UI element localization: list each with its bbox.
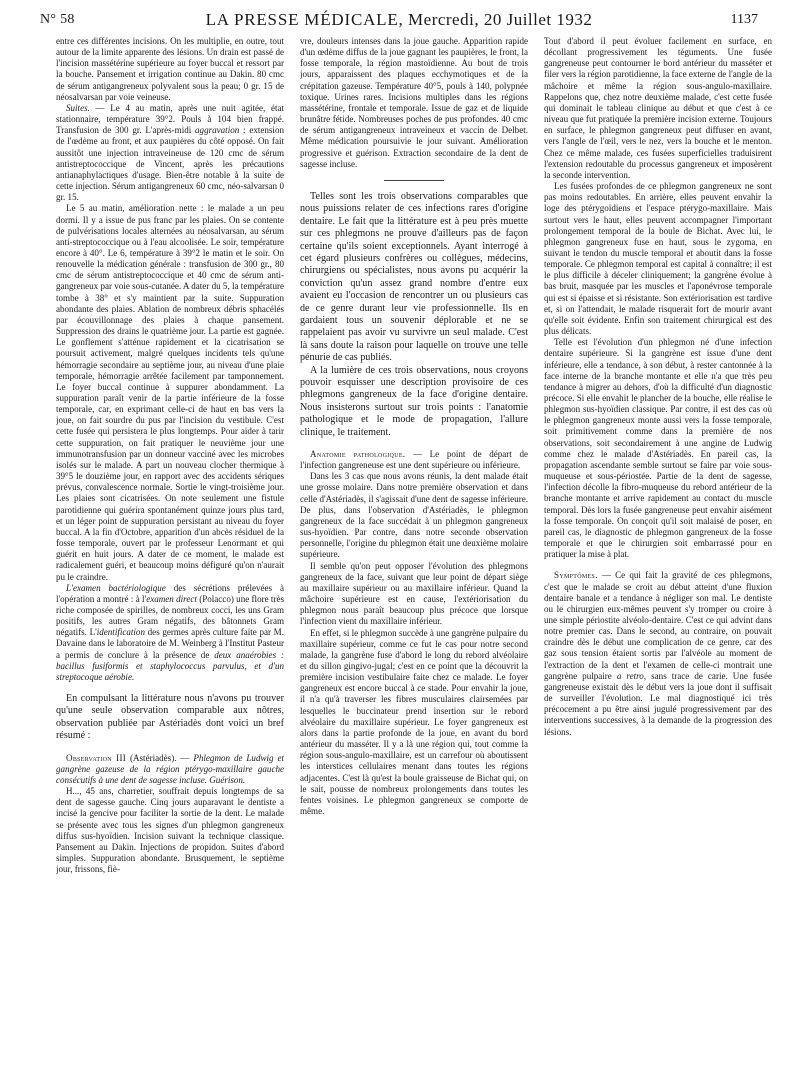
journal-masthead: LA PRESSE MÉDICALE, Mercredi, 20 Juillet 1932 xyxy=(205,10,593,29)
section-divider xyxy=(384,180,444,181)
paragraph: vre, douleurs intenses dans la joue gauche. Apparition rapide d'un œdème diffus de la joue gagnant les paupières, le front, la fosse temporale, la région mastoïdienne. Au bout de trois jours, apparaissent des plaques ecchymotiques et de la crépitation gazeuse. Température 40°5, pouls à 140, polypnée toxique. Urines rares. Incisions multiples dans les régions massétérine, frontale et temporale. Issue de gaz et de liquide brunâtre fétide. Nombreuses poches de pus profondes. 40 cmc de sérum antigangreneux intraveineux et vaccin de Delbet. Même médication poursuivie le jour suivant. Amélioration progressive et guérison. Extraction secondaire de la dent de sagesse incluse. xyxy=(300,36,528,169)
paragraph: A la lumière de ces trois observations, nous croyons pouvoir esquisser une description provisoire de ces phlegmons gangreneux de la face d'origine dentaire. Nous insisterons surtout sur trois points : l'anatomie pathologique et le mode de propagation, l'allure clinique, le traitement. xyxy=(300,364,528,438)
paragraph: Les fusées profondes de ce phlegmon gangreneux ne sont pas moins redoutables. En arrière, elles peuvent envahir la loge des ptérygoïdiens et l'espace ptérygo-maxillaire. Mais surtout vers le haut, elles peuvent accompagner l'important prolongement temporal de la boule de Bichat. Avec lui, le phlegmon gangreneux fuse en haut, sous le zygoma, en suivant le tendon du muscle temporal et aboutit dans la fosse temporale. Ce phlegmon temporal est capital à connaître; il est le plus difficile à déceler cliniquement; la gangrène évolue à bas bruit, masquée par les muscles et l'aponévrose temporale qui est si épaisse et si résistante. Son extériorisation est tardive et, si on l'attendait, le malade risquerait fort de mourir avant qu'elle soit évidente. Enfin son traitement chirurgical est des plus délicats. xyxy=(544,181,772,337)
section-paragraph: Symptômes. — Ce qui fait la gravité de ces phlegmons, c'est que le malade se croit au début atteint d'une fluxion dentaire banale et a tendance à négliger son mal. Le dentiste ou le chirurgien eux-mêmes peuvent s'y tromper ou croire à une simple périostite alvéolo-dentaire. C'est ce qui advint dans notre premier cas. Dans le second, au contraire, on pouvait craindre dès le début une complication de ce genre, car des gaz sous tension étaient sortis par l'alvéole au moment de l'extraction de la dent et l'examen de celle-ci montrait une gangrène pulpaire a retro, sans trace de carie. Une fusée gangreneuse existait dès le début vers la joue dont il suffisait de surveiller l'évolution. Le mal diagnostiqué ici très précocement a pu être ainsi jugulé progressivement par des interventions successives, à la demande de la progression des lésions. xyxy=(544,570,772,737)
paragraph: entre ces différentes incisions. On les multiplie, en outre, tout autour de la limite apparente des lésions. Un drain est passé de l'incision massétérine supérieure au foyer buccal et ressort par la bouche. Pansement et irrigation continue au Dakin. 80 cmc de sérum antigangreneux polyvalent sous la peau; 0 gr. 15 de néosalvarsan par voie veineuse. xyxy=(56,36,284,102)
page-number: 1137 xyxy=(730,12,758,27)
paragraph: En effet, si le phlegmon succède à une gangrène pulpaire du maxillaire supérieur, comme ce fut le cas pour notre second malade, la gangrène fuse d'abord le long du rebord alvéolaire et du sillon gingivo-jugal; c'est en ce point que la découvrit la première incision vestibulaire faite chez ce malade. Le foyer gangreneux est encore buccal à ce stade. Pour envahir la joue, il n'a qu'à traverser les fibres musculaires clairsemées par lesquelles le buccinateur prend insertion sur le rebord alvéolaire du maxillaire supérieur. Le foyer gangreneux est alors dans la partie profonde de la joue, en avant du bord antérieur du masséter. Il y a là une région qui, tout comme la région sous-angulo-maxillaire, est un carrefour où aboutissent les interstices cellulaires menant dans toutes les régions adjacentes. C'est là qu'est la boule graisseuse de Bichat qui, on le sait, pousse de nombreux prolongements dans toutes les fentes voisines. Le phlegmon gangreneux se comporte de même. xyxy=(300,627,528,816)
page-header xyxy=(40,10,758,32)
paragraph: Suites. — Le 4 au matin, après une nuit agitée, état stationnaire, température 39°2. Pouls à 104 bien frappé. Transfusion de 300 gr. L'après-midi aggravation : extension de l'œdème au front, et aux paupières du côté opposé. On fait aussitôt une injection intraveineuse de 120 cmc de sérum antistreptococcique de Vincent, après les précautions antianaphylactiques d'usage. Bien-être notable à la suite de cette injection. Sérum antigangreneux 60 cmc, néo-salvarsan 0 gr. 15. xyxy=(56,102,284,203)
paragraph: En compulsant la littérature nous n'avons pu trouver qu'une seule observation comparable aux nôtres, observation publiée par Astériadès dont voici un bref résumé : xyxy=(56,693,284,742)
paragraph: Le 5 au matin, amélioration nette : le malade a un peu dormi. Il y a issue de pus franc par les plaies. On se contente de pulvérisations locales alternées au néosalvarsan, au sérum anti-streptococcique ou à l'eau alcoolisée. Le soir, température encore à 40°. Le 6, température à 39°2 le matin et le soir. On renouvelle la médication générale : transfusion de 300 gr., 80 cmc de sérum antistreptococcique et 40 cmc de sérum anti-gangreneux par voie sous-cutanée. A dater du 5, la température tombe à 38° et s'y maintient par la suite. Suppuration abondante des plaies. Ablation de nombreux débris sphacélés par écouvillonnage des plaies à chaque pansement. Suppression des drains le quatrième jour. La partie est gagnée. Le gonflement s'atténue rapidement et la cicatrisation se poursuit activement, malgré quelques incidents tels qu'une hémorragie secondaire au septième jour, au niveau d'une plaie temporale, hémorragie arrêtée facilement par tamponnement. Le foyer buccal continue à suppurer abondamment. La suppuration paraît venir de la partie inférieure de la fosse temporale, car, en exprimant celle-ci de haut en bas vers la joue, on fait sourdre du pus par l'incision du vestibule. C'est cette fusée qui persistera le plus longtemps. Pour aider à tarir cette suppuration, on fait pratiquer le neuvième jour une immunotransfusion par un donneur vacciné avec les microbes isolés sur le malade. A part un nouveau clocher thermique à 39°5 le douzième jour, en rapport avec des accidents sériques prévus, convalescence normale. Sortie le vingt-troisième jour. Les plaies sont cicatrisées. On note seulement une fistule parotidienne qui guérira spontanément quinze jours plus tard, et un léger point de suppuration persistant au niveau du foyer buccal. A la fin d'Octobre, apparition d'un abcès résiduel de la fosse temporale, ouvert par le professeur Lenormant et qui guérit en huit jours. A dater de ce moment, le malade est radicalement guéri, et beaucoup moins défiguré qu'on n'aurait pu le craindre. xyxy=(56,203,284,582)
paragraph: H..., 45 ans, charretier, souffrait depuis longtemps de sa dent de sagesse gauche. Cinq jours auparavant le dentiste a incisé la gencive pour faciliter la sortie de la dent. Le malade se présente avec tous les signes d'un phlegmon gangreneux diffus sus-hyoïdien. Incision suivant la technique classique. Pansement au Dakin. Injections de propidon. Suites d'abord simples. Suppuration abondante. Brusquement, le septième jour, frissons, fiè- xyxy=(56,786,284,875)
journal-title: LA PRESSE MÉDICALE xyxy=(205,10,399,29)
paragraph: Dans les 3 cas que nous avons réunis, la dent malade était une grosse molaire. Dans notre première observation et dans celle d'Astériadès, il s'agissait d'une dent de sagesse inférieure. De plus, dans l'observation d'Astériadès, le phlegmon gangreneux de la face succédait à un phlegmon gangreneux sus-hyoïdien. Par contre, dans notre seconde observation personnelle, l'origine du phlegmon était une deuxième molaire supérieure. xyxy=(300,471,528,560)
issue-number: N° 58 xyxy=(40,12,75,27)
column-1 xyxy=(56,36,284,1076)
paragraph: Tout d'abord il peut évoluer facilement en surface, en décollant progressivement les téguments. Une fusée gangreneuse peut contourner le bord antérieur du masséter et filer vers la région parotidienne, la face externe de l'angle de la mâchoire et même la région sous-angulo-maxillaire. Rappelons que, chez notre deuxième malade, c'est cette fusée qui dominait le tableau clinique au début et que c'est à ce niveau que fut pratiquée la première incision externe. Toujours en surface, le phlegmon gangreneux peut diffuser en avant, vers l'angle de l'œil, vers le nez, vers la bouche et le menton. Chez ce même malade, ces fusées superficielles traduisirent l'extension redoutable du processus gangreneux et imposèrent la seconde intervention. xyxy=(544,36,772,180)
observation-heading: Observation III (Astériadès). — Phlegmon de Ludwig et gangrène gazeuse de la région ptérygo-maxillaire gauche consécutifs à une dent de sagesse incluse. Guérison. xyxy=(56,752,284,785)
paragraph: Telles sont les trois observations comparables que nous puissions relater de ces infections rares d'origine dentaire. Le fait que la littérature est à peu près muette sur ces phlegmons ne prouve d'ailleurs pas de façon certaine qu'ils soient exceptionnels. Ayant interrogé à cet égard plusieurs confrères ou collègues, médecins, chirurgiens ou spécialistes, nous avons pu acquérir la conviction qu'un assez grand nombre d'entre eux avaient eu l'occasion de rencontrer un ou plusieurs cas de ce genre durant leur vie professionnelle. Ils en gardaient tous un souvenir déplorable et ne se rappelaient pas avoir vu survivre un seul malade. C'est là sans doute la raison pour laquelle on trouve une telle pénurie de cas publiés. xyxy=(300,190,528,364)
paragraph: L'examen bactériologique des sécrétions prélevées à l'opération a montré : à l'examen direct (Polacco) une flore très riche composée de spirilles, de nombreux cocci, les uns Gram positifs, les autres Gram négatifs, des bâtonnets Gram négatifs. L'identification des germes après culture faite par M. Davaine dans le laboratoire de M. Weinberg à l'Institut Pasteur a permis de conclure à la présence de deux anaérobies : bacillus fusiformis et staphylococcus parvulus, et d'un streptocoque aérobie. xyxy=(56,582,284,682)
section-lead: L'examen bactériologique xyxy=(66,582,166,593)
column-2 xyxy=(300,36,528,1076)
issue-date: Mercredi, 20 Juillet 1932 xyxy=(408,10,593,29)
article-body xyxy=(56,36,772,1076)
paragraph: Telle est l'évolution d'un phlegmon né d'une infection dentaire supérieure. Si la gangrène est issue d'une dent inférieure, elle a tendance, à son début, à rester cantonnée à la face interne de la branche montante et elle n'a que très peu tendance à migrer au dehors, d'où la difficulté d'un diagnostic précoce. Si elle envahit le plancher de la bouche, elle réalise le phlegmon sus-hyoïdien classique. Par contre, il est des cas où le phlegmon gangreneux monte aussi vers la fosse temporale, soit primitivement comme dans la première de nos observations, soit secondairement à une angine de Ludwig comme chez le malade d'Astériadès. En pareil cas, la propagation ascendante semble surtout se faire par voie sous-muqueuse et sous-périostée. Partie de la dent de sagesse, l'infection décolle la fibro-muqueuse du rebord antérieur de la branche montante et arrive rapidement au contact du muscle temporal. Dès lors la fusée gangreneuse peut envahir aisément la fosse temporale. On conçoit qu'il soit malaisé de poser, en pareil cas, le diagnostic de phlegmon gangreneux de la fosse temporale et que le chirurgien soit embarrassé pour en pratiquer la mise à plat. xyxy=(544,337,772,560)
section-heading: Anatomie pathologique. xyxy=(310,449,406,459)
section-paragraph: Anatomie pathologique. — Le point de départ de l'infection gangreneuse est une dent supérieure ou inférieure. xyxy=(300,449,528,471)
section-lead: Suites. xyxy=(66,102,90,113)
column-3 xyxy=(544,36,772,1076)
paragraph: Il semble qu'on peut opposer l'évolution des phlegmons gangreneux de la face, suivant que leur point de départ siège au maxillaire supérieur ou au maxillaire inférieur. Quand la mâchoire supérieure est en cause, l'extériorisation du phlegmon nous paraît beaucoup plus précoce que lorsque l'infection vient du maxillaire inférieur. xyxy=(300,560,528,627)
section-heading: Symptômes. xyxy=(554,570,598,581)
